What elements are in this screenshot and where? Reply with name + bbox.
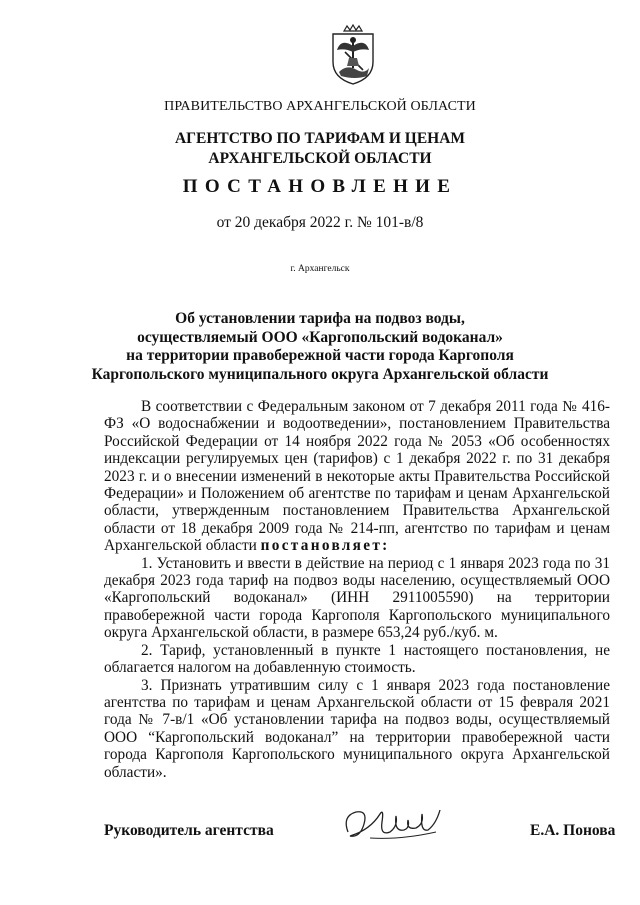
government-name: ПРАВИТЕЛЬСТВО АРХАНГЕЛЬСКОЙ ОБЛАСТИ (164, 99, 476, 114)
preamble-paragraph (104, 398, 610, 555)
agency-line-2: АРХАНГЕЛЬСКОЙ ОБЛАСТИ (208, 150, 432, 167)
document-title (0, 310, 640, 384)
title-line-4: Каргопольского муниципального округа Архангельской области (91, 365, 549, 383)
document-date-number: от 20 декабря 2022 г. № 101-в/8 (216, 214, 424, 231)
item-3-paragraph: 3. Признать утратившим силу с 1 января 2023 года постановление агентства по тарифам и ценам Архангельской области от 15 февраля 2021 года № 7-в/1 «Об установлении тарифа на подвоз воды, осуществляемый ООО “Каргопольский водоканал” на территории правобережной части города Каргополя Каргопольского муниципального округа Архангельской области». (104, 676, 610, 781)
document-city: г. Архангельск (290, 264, 350, 274)
signatory-position: Руководитель агентства (104, 822, 274, 839)
title-line-3: на территории правобережной части города Каргополя (126, 347, 514, 364)
agency-line-1: АГЕНТСТВО ПО ТАРИФАМ И ЦЕНАМ (174, 130, 466, 147)
document-body (104, 398, 610, 781)
title-line-2: осуществляемый ООО «Каргопольский водоканал» (137, 328, 503, 346)
document-type: ПОСТАНОВЛЕНИЕ (182, 176, 458, 197)
coat-of-arms-icon (325, 24, 381, 86)
preamble-text: В соответствии с Федеральным законом от 7 декабря 2011 года № 416-ФЗ «О водоснабжении и водоотведении», постановлением Правительства Российской Федерации от 14 ноября 2022 года № 2053 «Об особенностях индексации регулируемых цен (тарифов) с 1 декабря 2022 г. по 31 декабря 2023 г. и о внесении изменений в некоторые акты Правительства Российской Федерации» и Положением об агентстве по тарифам и ценам Архангельской области, утвержденным постановлением Правительства Архангельской области от 18 декабря 2009 года № 214-пп, агентство по тарифам и ценам Архангельской области (104, 398, 610, 555)
resolves-keyword: постановляет: (260, 537, 390, 555)
title-line-1: Об установлении тарифа на подвоз воды, (175, 310, 465, 327)
handwritten-signature (340, 802, 450, 850)
signatory-name: Е.А. Понова (530, 822, 616, 839)
agency-name (0, 129, 640, 169)
item-1-paragraph: 1. Установить и ввести в действие на период с 1 января 2023 года по 31 декабря 2023 года тариф на подвоз воды населению, осуществляемый ООО «Каргопольский водоканал» (ИНН 2911005590) на территории правобережной части города Каргополя Каргопольского муниципального округа Архангельской области, в размере 653,24 руб./куб. м. (104, 554, 610, 642)
item-2-paragraph: 2. Тариф, установленный в пункте 1 настоящего постановления, не облагается налогом на добавленную стоимость. (104, 641, 610, 677)
